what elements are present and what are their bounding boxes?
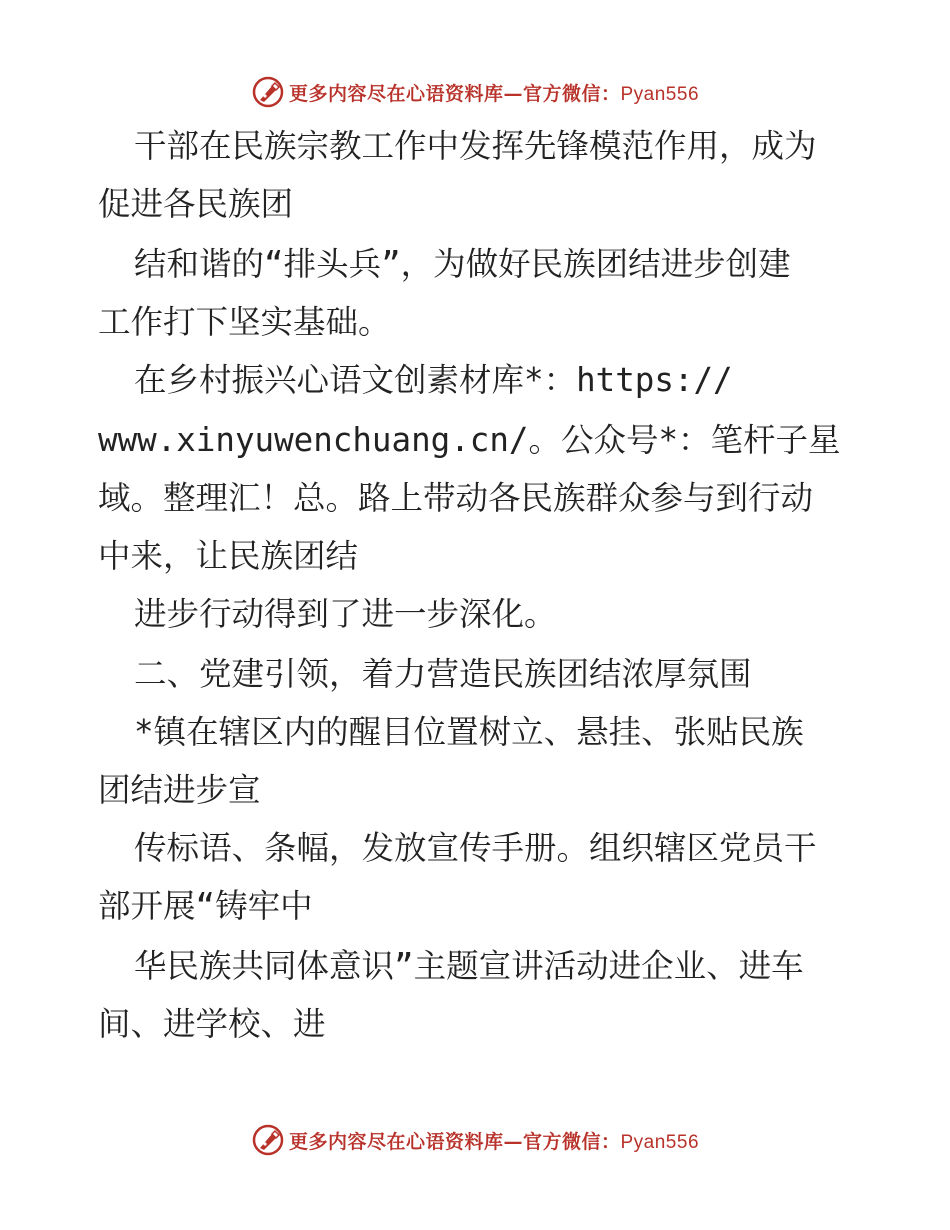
text-line: 团结进步宣 xyxy=(98,771,261,809)
watermark-footer xyxy=(0,1120,950,1160)
document-body xyxy=(98,120,858,1080)
watermark-text xyxy=(289,79,699,106)
text-line: 在乡村振兴心语文创素材库*：https:// xyxy=(134,361,733,399)
section-heading: 二、党建引领，着力营造民族团结浓厚氛围 xyxy=(134,655,752,693)
text-line: 间、进学校、进 xyxy=(98,1005,326,1043)
pen-nib-logo-icon xyxy=(251,75,285,109)
text-line: 进步行动得到了进一步深化。 xyxy=(134,595,557,633)
text-line: 促进各民族团 xyxy=(98,185,294,223)
watermark-text-cn: 更多内容尽在心语资料库—官方微信： xyxy=(288,1130,621,1153)
text-line: 域。整理汇！总。路上带动各民族群众参与到行动 xyxy=(98,479,814,517)
text-line: 干部在民族宗教工作中发挥先锋模范作用，成为 xyxy=(134,127,817,165)
text-line: 传标语、条幅，发放宣传手册。组织辖区党员干 xyxy=(134,829,817,867)
text-line: 中来，让民族团结 xyxy=(98,537,359,575)
text-line: 部开展“铸牢中 xyxy=(98,887,313,925)
watermark-text xyxy=(289,1127,699,1154)
watermark-wechat-id: Pyan556 xyxy=(620,83,700,105)
text-line: 工作打下坚实基础。 xyxy=(98,303,391,341)
text-line: 华民族共同体意识”主题宣讲活动进企业、进车 xyxy=(134,947,804,985)
text-line: *镇在辖区内的醒目位置树立、悬挂、张贴民族 xyxy=(134,713,804,751)
watermark-header xyxy=(0,72,950,112)
text-line: 结和谐的“排头兵”，为做好民族团结进步创建 xyxy=(134,245,791,283)
text-line: www.xinyuwenchuang.cn/。公众号*：笔杆子星 xyxy=(98,421,841,459)
watermark-text-cn: 更多内容尽在心语资料库—官方微信： xyxy=(288,82,621,105)
watermark-wechat-id: Pyan556 xyxy=(620,1131,700,1153)
pen-nib-logo-icon xyxy=(251,1123,285,1157)
